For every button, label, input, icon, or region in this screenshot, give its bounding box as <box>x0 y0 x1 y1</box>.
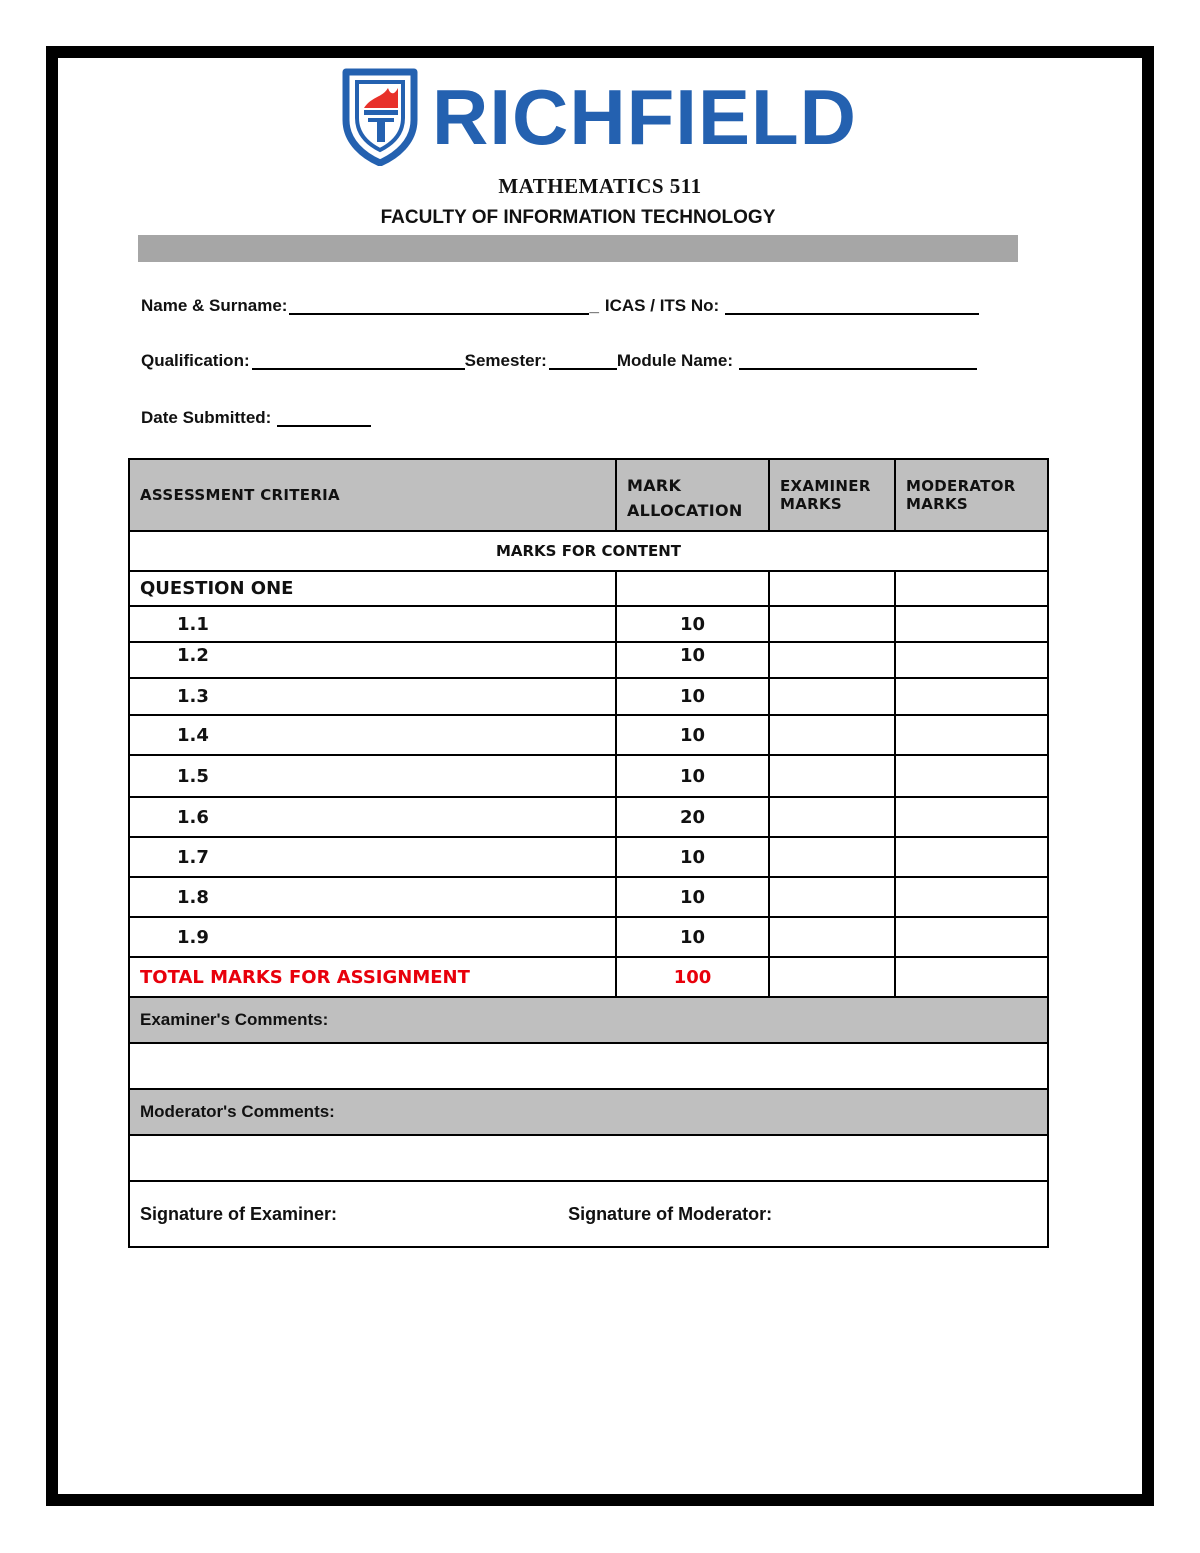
moderator-mark-cell[interactable] <box>895 642 1048 678</box>
examiner-mark-cell[interactable] <box>769 642 895 678</box>
qualification-row <box>141 351 977 371</box>
item-label: 1.2 <box>129 642 616 678</box>
signature-cell[interactable] <box>129 1181 1048 1247</box>
header-examiner-marks <box>769 459 895 531</box>
question-moderator-cell[interactable] <box>895 571 1048 606</box>
table-row <box>129 877 1048 917</box>
table-row <box>129 917 1048 957</box>
section-row <box>129 531 1048 571</box>
signature-moderator-label: Signature of Moderator: <box>568 1203 773 1224</box>
qualification-label: Qualification: <box>141 351 250 370</box>
total-moderator-cell[interactable] <box>895 957 1048 997</box>
moderator-comments-body-row <box>129 1135 1048 1181</box>
item-label: 1.8 <box>129 877 616 917</box>
question-row <box>129 571 1048 606</box>
item-marks: 10 <box>616 606 769 642</box>
item-label: 1.9 <box>129 917 616 957</box>
item-marks: 10 <box>616 877 769 917</box>
item-marks: 10 <box>616 837 769 877</box>
name-row <box>141 296 979 316</box>
item-marks: 10 <box>616 917 769 957</box>
name-surname-field[interactable] <box>289 312 589 315</box>
examiner-mark-cell[interactable] <box>769 755 895 797</box>
item-marks: 10 <box>616 642 769 678</box>
header-mark-allocation-line1: MARK <box>627 476 682 495</box>
module-name-label: Module Name: <box>616 351 734 370</box>
item-label: 1.4 <box>129 715 616 755</box>
total-row <box>129 957 1048 997</box>
header-moderator-marks <box>895 459 1048 531</box>
moderator-mark-cell[interactable] <box>895 797 1048 837</box>
item-marks: 10 <box>616 715 769 755</box>
total-label: TOTAL MARKS FOR ASSIGNMENT <box>129 957 616 997</box>
examiner-comments-label: Examiner's Comments: <box>129 997 1048 1043</box>
table-header-row <box>129 459 1048 531</box>
total-marks: 100 <box>616 957 769 997</box>
moderator-mark-cell[interactable] <box>895 678 1048 715</box>
examiner-mark-cell[interactable] <box>769 606 895 642</box>
icas-its-label: ICAS / ITS No: <box>604 296 720 315</box>
semester-label: Semester: <box>464 351 547 370</box>
table-row <box>129 678 1048 715</box>
moderator-comments-header-row <box>129 1089 1048 1135</box>
examiner-mark-cell[interactable] <box>769 917 895 957</box>
moderator-mark-cell[interactable] <box>895 755 1048 797</box>
item-marks: 20 <box>616 797 769 837</box>
item-label: 1.1 <box>129 606 616 642</box>
icas-its-field[interactable] <box>725 312 979 315</box>
assessment-table <box>128 458 1049 1248</box>
logo-wordmark: RICHFIELD <box>432 73 857 161</box>
item-marks: 10 <box>616 755 769 797</box>
date-row <box>141 408 371 428</box>
shield-torch-icon <box>342 68 418 166</box>
faculty-title: FACULTY OF INFORMATION TECHNOLOGY <box>380 207 776 228</box>
header-examiner-line1: EXAMINER <box>780 477 871 495</box>
module-name-field[interactable] <box>739 367 977 370</box>
moderator-mark-cell[interactable] <box>895 877 1048 917</box>
examiner-mark-cell[interactable] <box>769 678 895 715</box>
question-examiner-cell[interactable] <box>769 571 895 606</box>
table-row <box>129 797 1048 837</box>
header-examiner-line2: MARKS <box>780 495 843 513</box>
total-examiner-cell[interactable] <box>769 957 895 997</box>
richfield-logo <box>342 68 857 166</box>
signature-examiner-label: Signature of Examiner: <box>140 1203 338 1224</box>
moderator-mark-cell[interactable] <box>895 606 1048 642</box>
table-row <box>129 642 1048 678</box>
date-submitted-field[interactable] <box>277 424 371 427</box>
course-title: MATHEMATICS 511 <box>498 174 702 198</box>
question-label: QUESTION ONE <box>129 571 616 606</box>
examiner-mark-cell[interactable] <box>769 837 895 877</box>
section-label: MARKS FOR CONTENT <box>129 531 1048 571</box>
examiner-comments-body-row <box>129 1043 1048 1089</box>
item-label: 1.6 <box>129 797 616 837</box>
moderator-mark-cell[interactable] <box>895 837 1048 877</box>
name-surname-label: Name & Surname: <box>141 296 288 315</box>
moderator-mark-cell[interactable] <box>895 917 1048 957</box>
semester-field[interactable] <box>549 367 617 370</box>
title-divider-bar <box>138 235 1018 262</box>
examiner-mark-cell[interactable] <box>769 797 895 837</box>
header-mark-allocation <box>616 459 769 531</box>
examiner-mark-cell[interactable] <box>769 715 895 755</box>
item-label: 1.3 <box>129 678 616 715</box>
underscore-text: _ <box>589 296 599 315</box>
table-row <box>129 837 1048 877</box>
examiner-comments-field[interactable] <box>129 1043 1048 1089</box>
date-submitted-label: Date Submitted: <box>141 408 272 427</box>
moderator-mark-cell[interactable] <box>895 715 1048 755</box>
item-label: 1.5 <box>129 755 616 797</box>
table-row <box>129 715 1048 755</box>
item-marks: 10 <box>616 678 769 715</box>
table-row <box>129 606 1048 642</box>
examiner-comments-header-row <box>129 997 1048 1043</box>
examiner-mark-cell[interactable] <box>769 877 895 917</box>
item-label: 1.7 <box>129 837 616 877</box>
table-row <box>129 755 1048 797</box>
signature-row <box>129 1181 1048 1247</box>
header-moderator-line1: MODERATOR <box>906 477 1016 495</box>
question-alloc-cell <box>616 571 769 606</box>
header-mark-allocation-line2: ALLOCATION <box>627 501 743 520</box>
header-moderator-line2: MARKS <box>906 495 969 513</box>
qualification-field[interactable] <box>252 367 465 370</box>
header-criteria: ASSESSMENT CRITERIA <box>129 459 616 531</box>
moderator-comments-field[interactable] <box>129 1135 1048 1181</box>
moderator-comments-label: Moderator's Comments: <box>129 1089 1048 1135</box>
